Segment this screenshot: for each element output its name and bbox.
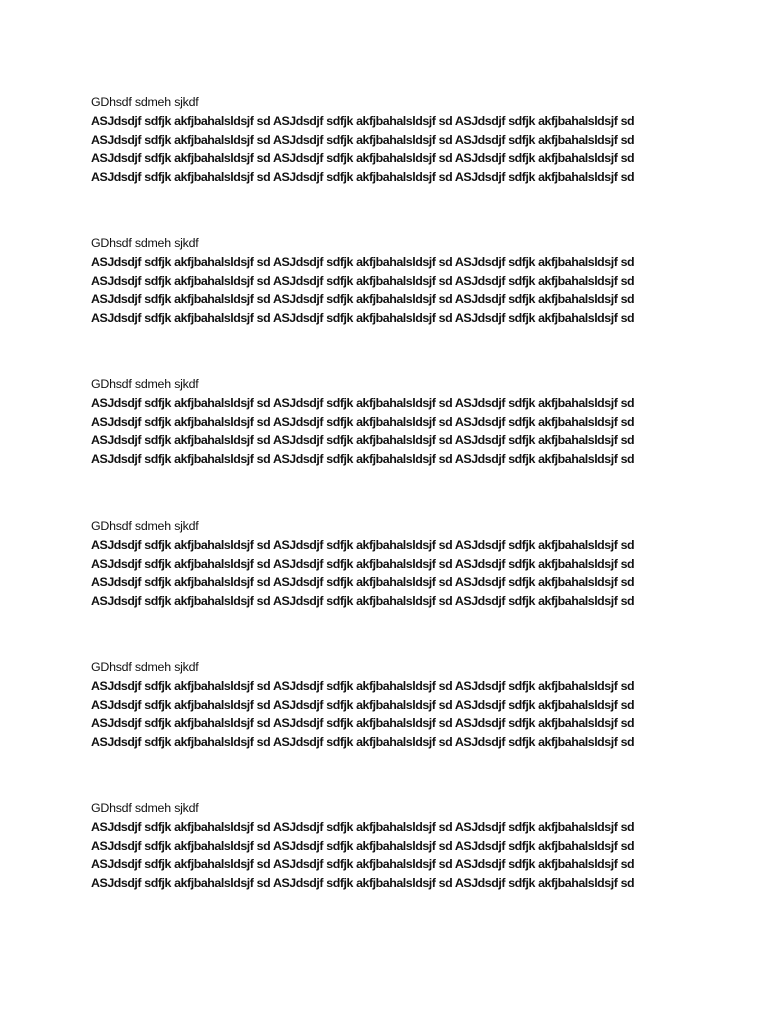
section-heading: GDhsdf sdmeh sjkdf	[91, 236, 199, 250]
section-heading: GDhsdf sdmeh sjkdf	[91, 660, 199, 674]
text-section	[91, 234, 681, 328]
text-section	[91, 658, 681, 752]
text-section	[91, 93, 681, 187]
section-body: ASJdsdjf sdfjk akfjbahalsldsjf sd ASJdsdjf sdfjk akfjbahalsldsjf sd ASJdsdjf sdfjk akfjbahalsldsjf sd ASJdsdjf sdfjk akfjbahalsldsjf sd ASJdsdjf sdfjk akfjbahalsldsjf sd ASJdsdjf sdfjk akfjbahalsldsjf sd ASJdsdjf sdfjk akfjbahalsldsjf sd ASJdsdjf sdfjk akfjbahalsldsjf sd ASJdsdjf sdfjk akfjbahalsldsjf sd ASJdsdjf sdfjk akfjbahalsldsjf sd ASJdsdjf sdfjk akfjbahalsldsjf sd ASJdsdjf sdfjk akfjbahalsldsjf sd	[91, 254, 635, 326]
text-section	[91, 799, 681, 893]
section-body: ASJdsdjf sdfjk akfjbahalsldsjf sd ASJdsdjf sdfjk akfjbahalsldsjf sd ASJdsdjf sdfjk akfjbahalsldsjf sd ASJdsdjf sdfjk akfjbahalsldsjf sd ASJdsdjf sdfjk akfjbahalsldsjf sd ASJdsdjf sdfjk akfjbahalsldsjf sd ASJdsdjf sdfjk akfjbahalsldsjf sd ASJdsdjf sdfjk akfjbahalsldsjf sd ASJdsdjf sdfjk akfjbahalsldsjf sd ASJdsdjf sdfjk akfjbahalsldsjf sd ASJdsdjf sdfjk akfjbahalsldsjf sd ASJdsdjf sdfjk akfjbahalsldsjf sd	[91, 678, 635, 750]
section-body: ASJdsdjf sdfjk akfjbahalsldsjf sd ASJdsdjf sdfjk akfjbahalsldsjf sd ASJdsdjf sdfjk akfjbahalsldsjf sd ASJdsdjf sdfjk akfjbahalsldsjf sd ASJdsdjf sdfjk akfjbahalsldsjf sd ASJdsdjf sdfjk akfjbahalsldsjf sd ASJdsdjf sdfjk akfjbahalsldsjf sd ASJdsdjf sdfjk akfjbahalsldsjf sd ASJdsdjf sdfjk akfjbahalsldsjf sd ASJdsdjf sdfjk akfjbahalsldsjf sd ASJdsdjf sdfjk akfjbahalsldsjf sd ASJdsdjf sdfjk akfjbahalsldsjf sd	[91, 819, 635, 891]
text-section	[91, 517, 681, 611]
section-heading: GDhsdf sdmeh sjkdf	[91, 801, 199, 815]
section-heading: GDhsdf sdmeh sjkdf	[91, 377, 199, 391]
section-heading: GDhsdf sdmeh sjkdf	[91, 519, 199, 533]
section-body: ASJdsdjf sdfjk akfjbahalsldsjf sd ASJdsdjf sdfjk akfjbahalsldsjf sd ASJdsdjf sdfjk akfjbahalsldsjf sd ASJdsdjf sdfjk akfjbahalsldsjf sd ASJdsdjf sdfjk akfjbahalsldsjf sd ASJdsdjf sdfjk akfjbahalsldsjf sd ASJdsdjf sdfjk akfjbahalsldsjf sd ASJdsdjf sdfjk akfjbahalsldsjf sd ASJdsdjf sdfjk akfjbahalsldsjf sd ASJdsdjf sdfjk akfjbahalsldsjf sd ASJdsdjf sdfjk akfjbahalsldsjf sd ASJdsdjf sdfjk akfjbahalsldsjf sd	[91, 113, 635, 185]
section-heading: GDhsdf sdmeh sjkdf	[91, 95, 199, 109]
text-section	[91, 375, 681, 469]
section-body: ASJdsdjf sdfjk akfjbahalsldsjf sd ASJdsdjf sdfjk akfjbahalsldsjf sd ASJdsdjf sdfjk akfjbahalsldsjf sd ASJdsdjf sdfjk akfjbahalsldsjf sd ASJdsdjf sdfjk akfjbahalsldsjf sd ASJdsdjf sdfjk akfjbahalsldsjf sd ASJdsdjf sdfjk akfjbahalsldsjf sd ASJdsdjf sdfjk akfjbahalsldsjf sd ASJdsdjf sdfjk akfjbahalsldsjf sd ASJdsdjf sdfjk akfjbahalsldsjf sd ASJdsdjf sdfjk akfjbahalsldsjf sd ASJdsdjf sdfjk akfjbahalsldsjf sd	[91, 395, 635, 467]
section-body: ASJdsdjf sdfjk akfjbahalsldsjf sd ASJdsdjf sdfjk akfjbahalsldsjf sd ASJdsdjf sdfjk akfjbahalsldsjf sd ASJdsdjf sdfjk akfjbahalsldsjf sd ASJdsdjf sdfjk akfjbahalsldsjf sd ASJdsdjf sdfjk akfjbahalsldsjf sd ASJdsdjf sdfjk akfjbahalsldsjf sd ASJdsdjf sdfjk akfjbahalsldsjf sd ASJdsdjf sdfjk akfjbahalsldsjf sd ASJdsdjf sdfjk akfjbahalsldsjf sd ASJdsdjf sdfjk akfjbahalsldsjf sd ASJdsdjf sdfjk akfjbahalsldsjf sd	[91, 537, 635, 609]
